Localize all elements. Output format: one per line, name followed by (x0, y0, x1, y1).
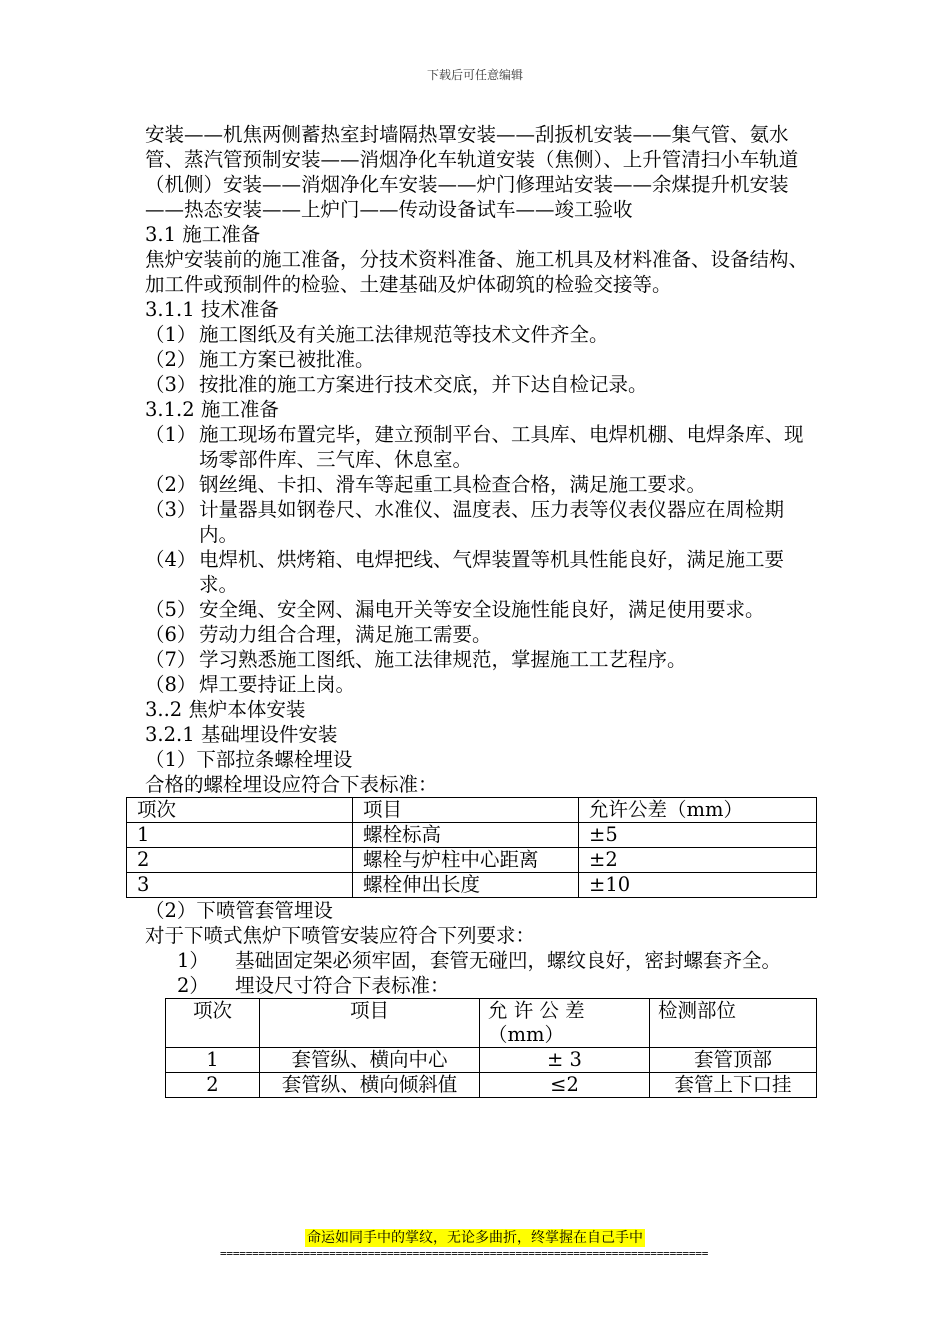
table-cell: 3 (127, 873, 353, 898)
table-cell: 2 (127, 848, 353, 873)
bolt-tolerance-table (126, 797, 817, 898)
table-row (127, 823, 817, 848)
table-header-cell: 允许公差（mm） (579, 798, 817, 823)
subsection-2-title: （2）下喷管套管埋设 (145, 899, 333, 922)
table-cell: ± 3 (480, 1048, 650, 1073)
table-header-row (166, 999, 817, 1048)
table-cell: 2 (166, 1073, 260, 1098)
table-row (166, 1073, 817, 1098)
table-cell: 1 (166, 1048, 260, 1073)
list-item: 1） 基础固定架必须牢固，套管无碰凹，螺纹良好，密封螺套齐全。 (177, 949, 782, 972)
document-body (137, 122, 815, 1098)
table-cell: ±2 (579, 848, 817, 873)
table-row (127, 873, 817, 898)
section-3-1-2-title: 3.1.2 施工准备 (145, 398, 279, 421)
table-header-row (127, 798, 817, 823)
subsection-2-intro: 对于下喷式焦炉下喷管安装应符合下列要求： (145, 924, 536, 947)
table-cell: 螺栓与炉柱中心距离 (353, 848, 579, 873)
section-3-2-1-title: 3.2.1 基础埋设件安装 (145, 723, 338, 746)
table-row (166, 1048, 817, 1073)
list-item: （1） 施工图纸及有关施工法律规范等技术文件齐全。 (145, 323, 609, 346)
table-cell: 套管上下口挂 (650, 1073, 817, 1098)
table-header-cell: 项目 (353, 798, 579, 823)
table-row (127, 848, 817, 873)
table-cell: ±10 (579, 873, 817, 898)
table-header-cell: 项次 (166, 999, 260, 1048)
table-header-cell: 检测部位 (650, 999, 817, 1048)
section-3-1-title: 3.1 施工准备 (145, 223, 261, 246)
list-item: （3） 按批准的施工方案进行技术交底，并下达自检记录。 (145, 373, 648, 396)
section-3-1-2-list (145, 422, 815, 697)
list-item: 2） 埋设尺寸符合下表标准： (177, 974, 450, 997)
list-item: （3） 计量器具如钢卷尺、水准仪、温度表、压力表等仪表仪器应在周检期内。 (145, 498, 785, 546)
sleeve-tolerance-table (165, 998, 817, 1098)
list-item: （2） 钢丝绳、卡扣、滑车等起重工具检查合格，满足施工要求。 (145, 473, 707, 496)
subsection-1-title: （1）下部拉条螺栓埋设 (145, 748, 353, 771)
table-cell: 套管纵、横向中心 (260, 1048, 480, 1073)
table-cell: 螺栓标高 (353, 823, 579, 848)
table-header-cell: 允 许 公 差（mm） (480, 999, 650, 1048)
table-cell: 套管顶部 (650, 1048, 817, 1073)
list-item: （1） 施工现场布置完毕，建立预制平台、工具库、电焊机棚、电焊条库、现场零部件库、三气库、休息室。 (145, 423, 804, 471)
list-item: （5） 安全绳、安全网、漏电开关等安全设施性能良好，满足使用要求。 (145, 598, 765, 621)
section-3-1-1-title: 3.1.1 技术准备 (145, 298, 279, 321)
footer-rule: ============================================================================ (220, 1247, 709, 1260)
table-cell: ±5 (579, 823, 817, 848)
intro-paragraph: 安装——机焦两侧蓄热室封墙隔热罩安装——刮扳机安装——集气管、氨水管、蒸汽管预制安装——消烟净化车轨道安装（焦侧）、上升管清扫小车轨道（机侧）安装——消烟净化车安装——炉门修理站安装——余煤提升机安装——热态安装——上炉门——传动设备试车——竣工验收 (145, 123, 799, 221)
section-3-1-1-list (145, 322, 815, 397)
list-item: （7） 学习熟悉施工图纸、施工法律规范，掌握施工工艺程序。 (145, 648, 687, 671)
table-cell: 1 (127, 823, 353, 848)
list-item: （2） 施工方案已被批准。 (145, 348, 375, 371)
table-header-cell: 项次 (127, 798, 353, 823)
table-header-cell: 项目 (260, 999, 480, 1048)
table-cell: 螺栓伸出长度 (353, 873, 579, 898)
page-header: 下载后可任意编辑 (426, 68, 523, 82)
list-item: （8） 焊工要持证上岗。 (145, 673, 356, 696)
list-item: （6） 劳动力组合合理，满足施工需要。 (145, 623, 492, 646)
table-cell: ≤2 (480, 1073, 650, 1098)
section-3-2-title: 3..2 焦炉本体安装 (145, 698, 306, 721)
table-cell: 套管纵、横向倾斜值 (260, 1073, 480, 1098)
list-item: （4） 电焊机、烘烤箱、电焊把线、气焊装置等机具性能良好，满足施工要求。 (145, 548, 785, 596)
section-3-1-body: 焦炉安装前的施工准备，分技术资料准备、施工机具及材料准备、设备结构、加工件或预制件的检验、土建基础及炉体砌筑的检验交接等。 (145, 248, 809, 296)
table1-caption: 合格的螺栓埋设应符合下表标准： (145, 773, 438, 796)
footer-slogan: 命运如同手中的掌纹，无论多曲折，终掌握在自己手中 (307, 1230, 643, 1246)
